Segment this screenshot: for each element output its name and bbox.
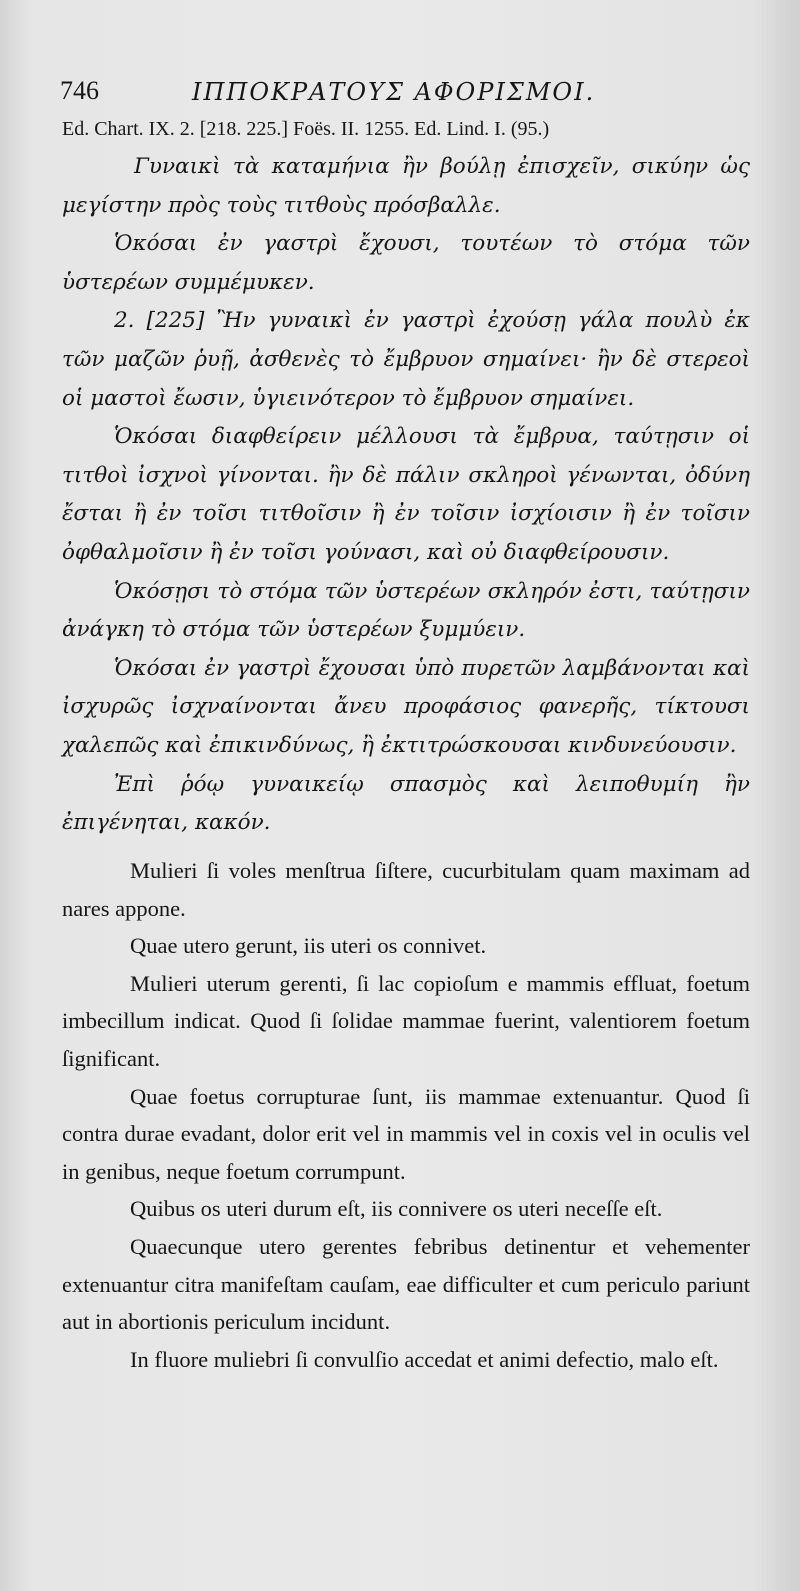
running-head	[60, 62, 760, 110]
latin-paragraph: Mulieri ſi voles menſtrua ſiſtere, cucurbitulam quam maximam ad nares appone.	[62, 858, 750, 921]
latin-paragraph: Quaecunque utero gerentes febribus detinentur et vehementer extenuantur citra manifeſtam cauſam, eae difficulter et cum periculo pariunt aut in abortionis periculum incidunt.	[62, 1233, 750, 1335]
latin-paragraph: Quibus os uteri durum eſt, iis connivere os uteri neceſſe eſt.	[130, 1196, 663, 1222]
greek-paragraph: Ὁκόσαι ἐν γαστρὶ ἔχουσαι ὑπὸ πυρετῶν λαμβάνονται καὶ ἰσχυρῶς ἰσχναίνονται ἄνευ προφάσιος φανερῆς, τίκτουσι χαλεπῶς καὶ ἐπικινδύνως, ἢ ἐκτιτρώσκουσαι κινδυνεύουσιν.	[62, 655, 750, 758]
latin-paragraph: In fluore muliebri ſi convulſio accedat et animi defectio, malo eſt.	[130, 1346, 719, 1372]
running-title: ΙΠΠΟΚΡΑΤΟΥΣ ΑΦΟΡΙΣΜΟΙ.	[192, 78, 596, 106]
latin-paragraph: Mulieri uterum gerenti, ſi lac copioſum e mammis effluat, foetum imbecillum indicat. Quod ſi ſolidae mammae fuerint, valentiorem foetum ſignificant.	[62, 970, 750, 1071]
greek-paragraph: 2. [225] Ἢν γυναικὶ ἐν γαστρὶ ἐχούσῃ γάλα πουλὺ ἐκ τῶν μαζῶν ῥυῇ, ἀσθενὲς τὸ ἔμβρυον σημαίνει· ἢν δὲ στερεοὶ οἱ μαστοὶ ἔωσιν, ὑγιεινότερον τὸ ἔμβρυον σημαίνει.	[62, 308, 750, 411]
greek-paragraph: Ὁκόσαι διαφθείρειν μέλλουσι τὰ ἔμβρυα, ταύτῃσιν οἱ τιτθοὶ ἰσχνοὶ γίνονται. ἢν δὲ πάλιν σκληροὶ γένωνται, ὀδύνη ἔσται ἢ ἐν τοῖσι τιτθοῖσιν ἢ ἐν τοῖσιν ἰσχίοισιν ἢ ἐν τοῖσιν ὀφθαλμοῖσιν ἢ ἐν τοῖσι γούνασι, καὶ οὐ διαφθείρουσιν.	[62, 424, 750, 565]
page-number: 746	[60, 76, 99, 105]
latin-translation-block	[62, 852, 750, 1378]
edition-reference-line: Ed. Chart. IX. 2. [218. 225.] Foës. II. 1255. Ed. Lind. I. (95.)	[62, 118, 550, 140]
greek-paragraph: Γυναικὶ τὰ καταμήνια ἢν βούλῃ ἐπισχεῖν, σικύην ὡς μεγίστην πρὸς τοὺς τιτθοὺς πρόσβαλλε.	[62, 154, 750, 218]
greek-paragraph: Ὁκόσῃσι τὸ στόμα τῶν ὑστερέων σκληρόν ἐστι, ταύτῃσιν ἀνάγκη τὸ στόμα τῶν ὑστερέων ξυμμύειν.	[62, 578, 750, 643]
greek-paragraph: Ὁκόσαι ἐν γαστρὶ ἔχουσι, τουτέων τὸ στόμα τῶν ὑστερέων συμμέμυκεν.	[62, 231, 750, 295]
greek-paragraph: Ἐπὶ ῥόῳ γυναικείῳ σπασμὸς καὶ λειποθυμίη ἢν ἐπιγένηται, κακόν.	[62, 771, 750, 836]
latin-paragraph: Quae utero gerunt, iis uteri os connivet.	[130, 933, 487, 959]
latin-paragraph: Quae foetus corrupturae ſunt, iis mammae extenuantur. Quod ſi contra durae evadant, dolor erit vel in mammis vel in coxis vel in oculis vel in genibus, neque foetum corrumpunt.	[62, 1083, 750, 1184]
greek-text-block	[62, 148, 750, 843]
